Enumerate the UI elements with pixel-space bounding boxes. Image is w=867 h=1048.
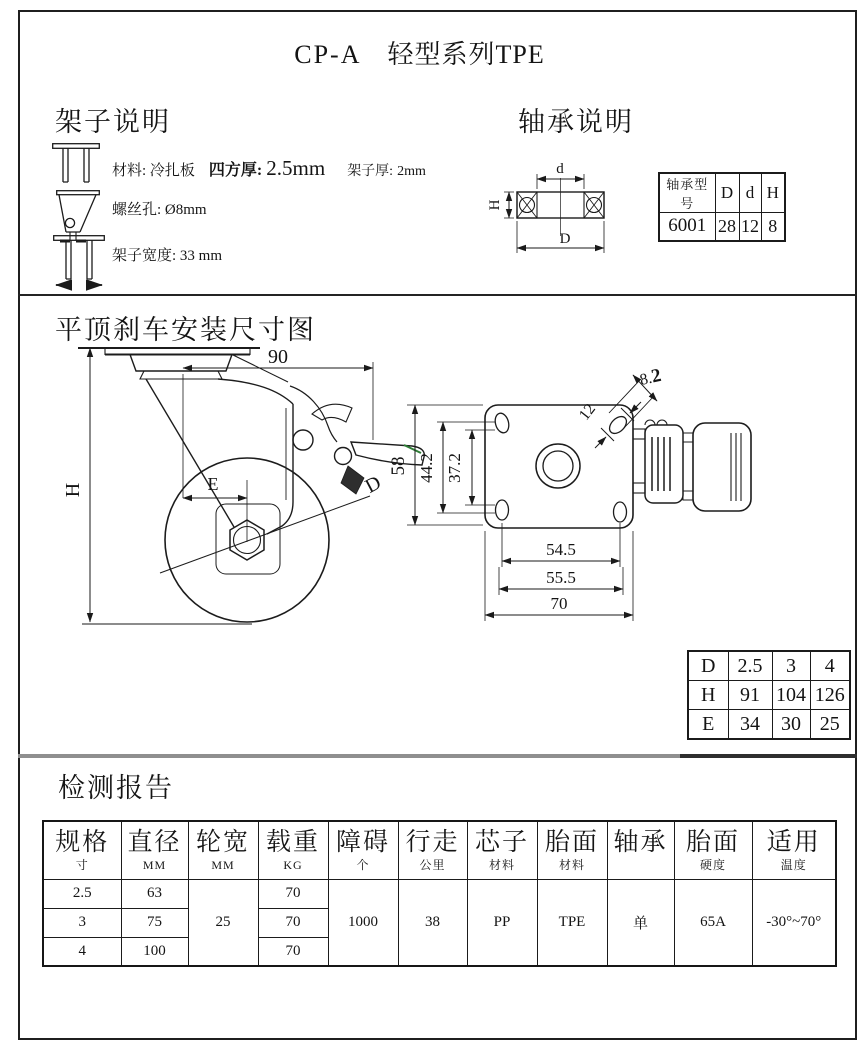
cell-temperature: -30°~70° bbox=[752, 879, 836, 966]
cell-core: PP bbox=[467, 879, 537, 966]
model-code: CP-A bbox=[294, 40, 362, 69]
header-travel: 行走 公里 bbox=[398, 821, 467, 879]
bearing-spec-table bbox=[658, 172, 786, 242]
side-dim-height: H bbox=[62, 482, 84, 498]
cell-load: 70 bbox=[258, 937, 328, 966]
header-temperature: 适用 温度 bbox=[752, 821, 836, 879]
cell-diameter: 100 bbox=[121, 937, 188, 966]
frame-width-label: 架子宽度: 33 mm bbox=[112, 248, 223, 264]
cell-load: 70 bbox=[258, 908, 328, 937]
bearing-model-value: 6001 bbox=[659, 213, 715, 241]
series-name: 轻型系列TPE bbox=[387, 40, 545, 69]
cell-hardness: 65A bbox=[674, 879, 752, 966]
cell-wheel-width: 25 bbox=[188, 879, 258, 966]
frame-section-heading: 架子说明 bbox=[55, 107, 171, 137]
bearing-model-header: 轴承型号 bbox=[659, 173, 715, 213]
bearing-body bbox=[517, 178, 604, 236]
size-label: D bbox=[688, 651, 728, 681]
bearing-outer-value: 28 bbox=[715, 213, 739, 241]
header-diameter: 直径 MM bbox=[121, 821, 188, 879]
section-divider-bottom-dark bbox=[680, 754, 857, 758]
size-row-diameter bbox=[688, 651, 850, 681]
header-wheel-width: 轮宽 MM bbox=[188, 821, 258, 879]
size-value: 30 bbox=[772, 710, 810, 740]
bracket-width-icon bbox=[52, 235, 106, 293]
top-dim-span-inner: 37.2 bbox=[445, 453, 464, 483]
cell-load: 70 bbox=[258, 879, 328, 908]
size-value: 25 bbox=[810, 710, 850, 740]
drawing-section-heading: 平顶刹车安装尺寸图 bbox=[55, 315, 316, 345]
cell-size: 3 bbox=[43, 908, 121, 937]
top-view-dimension-lines bbox=[407, 375, 657, 621]
page-title bbox=[0, 34, 867, 71]
size-value: 126 bbox=[810, 681, 850, 710]
header-core: 芯子 材料 bbox=[467, 821, 537, 879]
frame-material-row bbox=[112, 156, 426, 181]
bearing-height-value: 8 bbox=[761, 213, 785, 241]
wheel bbox=[160, 458, 370, 622]
square-thickness-label: 四方厚: bbox=[208, 162, 263, 179]
header-tread: 胎面 材料 bbox=[537, 821, 607, 879]
bearing-dim-outer: D bbox=[559, 231, 571, 247]
cell-diameter: 63 bbox=[121, 879, 188, 908]
bearing-col-bore: d bbox=[739, 173, 761, 213]
report-row-2-5 bbox=[43, 879, 836, 908]
swivel-head bbox=[130, 355, 232, 380]
size-row-height bbox=[688, 681, 850, 710]
caster-side-view-drawing bbox=[60, 340, 430, 645]
cell-diameter: 75 bbox=[121, 908, 188, 937]
bearing-col-height: H bbox=[761, 173, 785, 213]
section-divider-top bbox=[18, 294, 857, 296]
size-chart-table bbox=[687, 650, 851, 740]
frame-thickness-label: 架子厚: bbox=[347, 164, 394, 179]
plate-top-view-drawing bbox=[388, 355, 770, 630]
header-hardness: 胎面 硬度 bbox=[674, 821, 752, 879]
bearing-bore-value: 12 bbox=[739, 213, 761, 241]
mounting-plate-top bbox=[485, 405, 633, 528]
size-label: E bbox=[688, 710, 728, 740]
bearing-cross-section-drawing bbox=[487, 158, 637, 268]
hole-width-prefix: 8. bbox=[638, 369, 654, 389]
size-value: 34 bbox=[728, 710, 772, 740]
mounting-plate-side bbox=[78, 348, 260, 355]
header-bearing: 轴承 bbox=[607, 821, 674, 879]
test-report-table bbox=[42, 820, 837, 967]
size-value: 4 bbox=[810, 651, 850, 681]
cell-size: 2.5 bbox=[43, 879, 121, 908]
material-label: 材料: 冷扎板 bbox=[112, 163, 195, 179]
frame-thickness-value: 2mm bbox=[397, 164, 426, 179]
fork bbox=[146, 355, 293, 535]
bearing-dimensions bbox=[504, 174, 604, 253]
top-dim-hole-length: 12 bbox=[575, 400, 600, 424]
square-thickness-value: 2.5mm bbox=[266, 156, 326, 180]
cell-tread: TPE bbox=[537, 879, 607, 966]
top-dim-plate-width: 70 bbox=[550, 594, 568, 613]
screw-hole-label: 螺丝孔: Ø8mm bbox=[112, 202, 207, 218]
bearing-dim-bore: d bbox=[556, 161, 564, 177]
header-load: 载重 KG bbox=[258, 821, 328, 879]
side-dim-width: 90 bbox=[268, 346, 288, 368]
top-dim-bolt-x1: 54.5 bbox=[546, 540, 576, 559]
bearing-col-outer: D bbox=[715, 173, 739, 213]
cell-obstacle: 1000 bbox=[328, 879, 398, 966]
top-dim-span-outer: 44.2 bbox=[417, 453, 436, 483]
side-dim-wheel: D bbox=[361, 471, 385, 498]
cell-bearing: 单 bbox=[607, 879, 674, 966]
hole-width-bold: 2 bbox=[649, 364, 664, 388]
brake-pedal-top bbox=[633, 420, 751, 511]
side-dim-offset: E bbox=[207, 474, 219, 494]
header-obstacle: 障碍 个 bbox=[328, 821, 398, 879]
bearing-section-heading: 轴承说明 bbox=[518, 107, 634, 137]
report-header-row bbox=[43, 821, 836, 879]
top-dim-bolt-x2: 55.5 bbox=[546, 568, 576, 587]
top-dim-plate-height: 58 bbox=[388, 456, 409, 476]
size-row-offset bbox=[688, 710, 850, 740]
size-value: 104 bbox=[772, 681, 810, 710]
side-view-dimension-lines bbox=[82, 348, 373, 624]
size-label: H bbox=[688, 681, 728, 710]
bracket-top-icon bbox=[52, 143, 100, 187]
size-value: 3 bbox=[772, 651, 810, 681]
cell-size: 4 bbox=[43, 937, 121, 966]
report-section-heading: 检测报告 bbox=[58, 773, 174, 803]
cell-travel: 38 bbox=[398, 879, 467, 966]
top-dim-hole-width bbox=[638, 365, 663, 390]
header-size: 规格 寸 bbox=[43, 821, 121, 879]
size-value: 2.5 bbox=[728, 651, 772, 681]
size-value: 91 bbox=[728, 681, 772, 710]
bearing-dim-height: H bbox=[487, 199, 503, 211]
